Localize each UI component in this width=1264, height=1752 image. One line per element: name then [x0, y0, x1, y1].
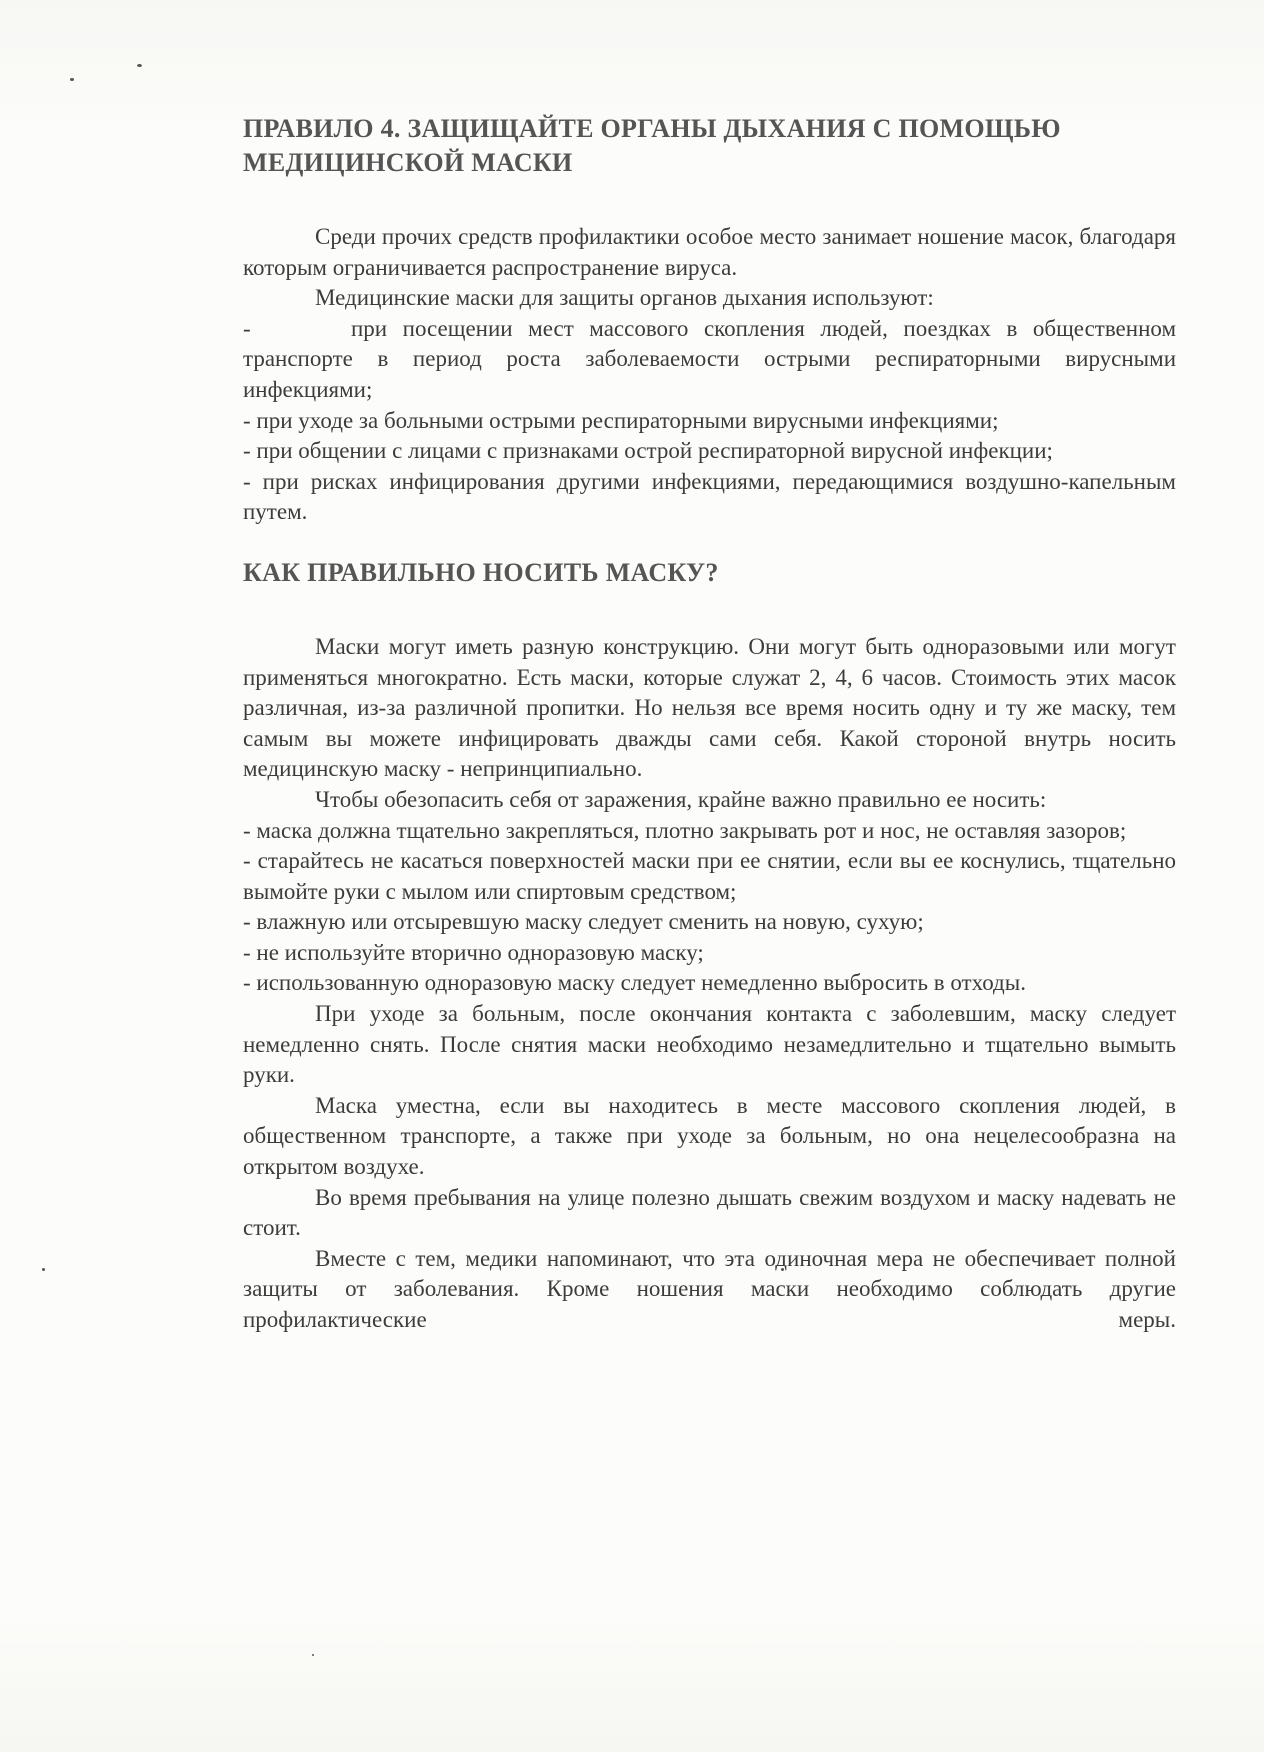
scan-speck [70, 78, 74, 81]
paragraph: Во время пребывания на улице полезно дышать свежим воздухом и маску надевать не стоит. [243, 1184, 1176, 1241]
section-title-how-to-wear-mask: КАК ПРАВИЛЬНО НОСИТЬ МАСКУ? [243, 557, 719, 587]
scan-speck [137, 64, 142, 67]
paragraph: При уходе за больным, после окончания контакта с заболевшим, маску следует немедленно снять. После снятия маски необходимо незамедлительно и тщательно вымыть руки. [243, 1001, 1176, 1088]
paragraph: Чтобы обезопасить себя от заражения, крайне важно правильно ее носить: [315, 786, 1047, 812]
list-dash: - [243, 315, 251, 341]
scan-speck [312, 1654, 314, 1656]
paragraph: Маски могут иметь разную конструкцию. Они могут быть одноразовыми или могут применяться многократно. Есть маски, которые служат 2, 4, 6 часов. Стоимость этих масок различная, из-за различной пропитки. Но нельзя все время носить одну и ту же маску, тем самым вы можете инфицировать дважды сами себя. Какой стороной внутрь носить медицинскую маску - непринципиально. [243, 633, 1176, 782]
paragraph: Среди прочих средств профилактики особое место занимает ношение масок, благодаря которым ограничивается распространение вируса. [243, 224, 1176, 280]
document-body [243, 112, 1176, 1336]
list-item: - при уходе за больными острыми респираторными вирусными инфекциями; [243, 407, 999, 433]
paragraph: Медицинские маски для защиты органов дыхания используют: [315, 285, 934, 311]
list-item: - старайтесь не касаться поверхностей маски при ее снятии, если вы ее коснулись, тщательно вымойте руки с мылом или спиртовым средством; [243, 848, 1176, 904]
scan-speck [42, 1268, 45, 1271]
list-item: - использованную одноразовую маску следует немедленно выбросить в отходы. [243, 970, 1026, 996]
list-item: - маска должна тщательно закрепляться, плотно закрывать рот и нос, не оставляя зазоров; [243, 817, 1127, 843]
paragraph: Маска уместна, если вы находитесь в месте массового скопления людей, в общественном транспорте, а также при уходе за больным, но она нецелесообразна на открытом воздухе. [243, 1092, 1176, 1180]
list-item-text: при посещении мест массового скопления людей, поездках в общественном транспорте в период роста заболеваемости острыми респираторными вирусными инфекциями; [243, 315, 1176, 402]
section-title-rule-4: ПРАВИЛО 4. ЗАЩИЩАЙТЕ ОРГАНЫ ДЫХАНИЯ С ПОМОЩЬЮ МЕДИЦИНСКОЙ МАСКИ [243, 114, 1061, 177]
list-item [243, 314, 1176, 406]
paragraph: Вместе с тем, медики напоминают, что эта одиночная мера не обеспечивает полной защиты от заболевания. Кроме ношения маски необходимо соблюдать другие профилактические меры. [243, 1245, 1176, 1332]
list-item: - влажную или отсыревшую маску следует сменить на новую, сухую; [243, 909, 924, 935]
list-item: - при общении с лицами с признаками острой респираторной вирусной инфекции; [243, 438, 1053, 464]
list-item: - при рисках инфицирования другими инфекциями, передающимися воздушно-капельным путем. [243, 468, 1176, 525]
list-item: - не используйте вторично одноразовую маску; [243, 939, 704, 965]
